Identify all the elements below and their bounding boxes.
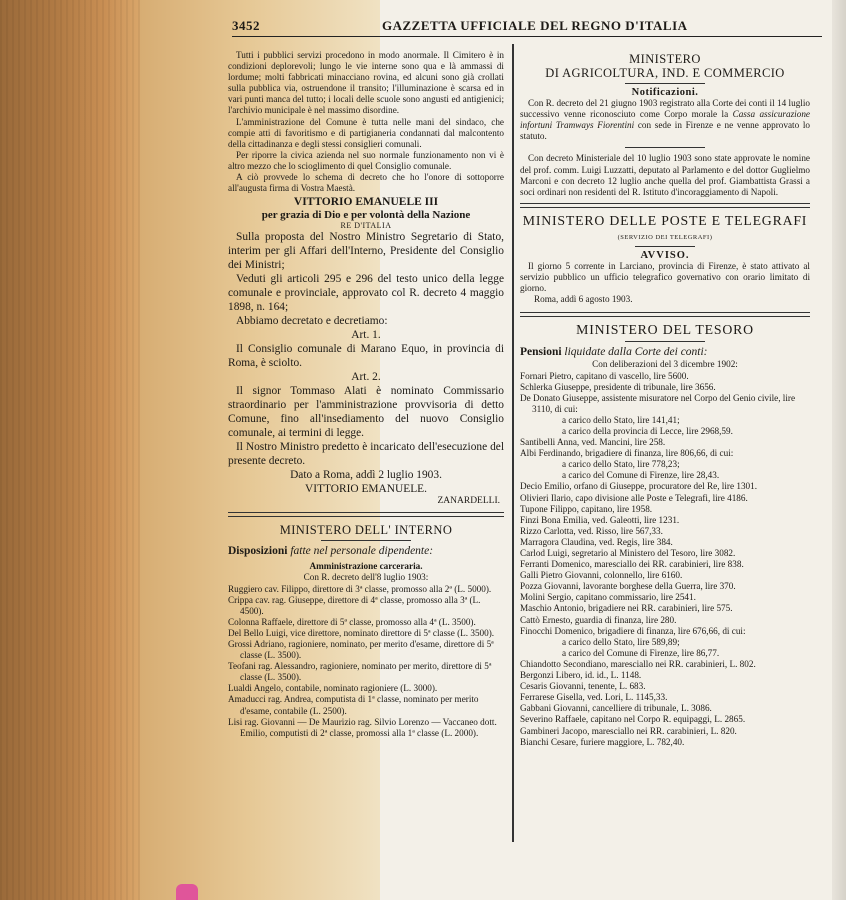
dispositions-subtitle: fatte nel personale dipendente: <box>290 545 434 558</box>
notification-text: Con R. decreto del 21 giugno 1903 registrato alla Corte dei conti il 14 luglio successivo venne riconosciuto come Corpo morale la <box>520 98 810 120</box>
article-1-text: Il Consiglio comunale di Marano Equo, in provincia di Roma, è sciolto. <box>228 343 504 370</box>
pension-item: Maschio Antonio, brigadiere nei RR. carabinieri, lire 575. <box>520 603 733 614</box>
ministry-poste-title: MINISTERO DELLE POSTE E TELEGRAFI <box>522 212 808 228</box>
report-paragraph: Tutti i pubblici servizi procedono in modo anormale. Il Cimitero è in condizioni deplorevoli; lungo le vie interne sono qua e là ammassi di lordume; molti fabbricati minacciano rovina, ed alcuni sono già crollati sulla pubblica via, ostruendone il transito; l'illuminazione è scarsa ed in vari punti manca del tutto; i locali delle scuole sono angusti ed antigienici; l'archivio municipale è nel massimo disordine. <box>228 50 504 116</box>
pension-item: Chiandotto Secondiano, maresciallo nei RR. carabinieri, L. 802. <box>520 658 756 669</box>
decree-reference: Con R. decreto dell'8 luglio 1903: <box>303 572 429 583</box>
pension-item: Gambineri Jacopo, maresciallo nei RR. carabinieri, L. 820. <box>520 725 737 736</box>
pension-item: Molini Sergio, capitano commissario, lire 2541. <box>520 592 696 603</box>
pension-subitem: a carico del Comune di Firenze, lire 28,43. <box>562 470 720 481</box>
pension-subitem: a carico della provincia di Lecce, lire 2968,59. <box>562 425 733 436</box>
pension-item: Santibelli Anna, ved. Mancini, lire 258. <box>520 437 666 448</box>
pension-subitem: a carico dello Stato, lire 141,41; <box>562 414 680 425</box>
list-item: Grossi Adriano, ragioniere, nominato, per merito d'esame, direttore di 5ª classe (L. 3500). <box>228 638 494 661</box>
divider <box>625 147 705 148</box>
ministry-interior-title: MINISTERO DELL' INTERNO <box>279 523 453 538</box>
decree-date: Dato a Roma, addì 2 luglio 1903. <box>290 469 442 482</box>
pension-item: Albi Ferdinando, brigadiere di finanza, lire 806,66, di cui: <box>520 448 734 459</box>
notification-paragraph: Con decreto Ministeriale del 10 luglio 1903 sono state approvate le nomine del prof. comm. Luigi Luzzatti, deputato al Parlamento e del dottor Guglielmo Marconi e con decreto 12 luglio anche quella del prof. Giambattista Grassi a soci ordinari non residenti del R. Istituto d'incoraggiamento di Napoli. <box>520 153 810 197</box>
king-name: VITTORIO EMANUELE III <box>293 196 439 209</box>
pension-subitem: a carico dello Stato, lire 778,23; <box>562 459 680 470</box>
section-admin-carceraria: Amministrazione carceraria. <box>309 561 423 572</box>
section-divider <box>520 312 810 317</box>
pension-item: Ferranti Domenico, maresciallo dei RR. carabinieri, lire 838. <box>520 559 744 570</box>
title-underline <box>321 540 411 541</box>
king-signature: VITTORIO EMANUELE. <box>305 483 427 496</box>
pensions-subtitle: liquidate dalla Corte dei conti: <box>564 346 708 359</box>
gazette-title: GAZZETTA UFFICIALE DEL REGNO D'ITALIA <box>382 18 688 33</box>
title-underline <box>635 246 695 247</box>
pension-item: Severino Raffaele, capitano nel Corpo R. equipaggi, L. 2865. <box>520 714 746 725</box>
pension-item: Ferrarese Gisella, ved. Lori, L. 1145,33. <box>520 692 668 703</box>
ministry-agri-title-1: MINISTERO <box>629 52 701 66</box>
pension-item: Marragora Claudina, ved. Regis, lire 384. <box>520 536 673 547</box>
pink-bookmark-tab <box>176 884 198 900</box>
list-item: Lisi rag. Giovanni — De Maurizio rag. Silvio Lorenzo — Vaccaneo dott. Emilio, computisti di 2ª classe, promossi alla 1ª classe (L. 2000). <box>228 716 497 738</box>
title-underline <box>625 83 705 84</box>
article-1-heading: Art. 1. <box>351 329 381 342</box>
pension-item: Decio Emilio, orfano di Giuseppe, procuratore del Re, lire 1301. <box>520 481 758 492</box>
notification-text: con sede in Firenze e ne venne approvato lo statuto. <box>520 120 810 142</box>
pension-item: Schlerka Giuseppe, presidente di tribunale, lire 3656. <box>520 381 716 392</box>
list-item: Del Bello Luigi, vice direttore, nominato direttore di 5ª classe (L. 3500). <box>228 627 495 638</box>
ministry-tesoro-title: MINISTERO DEL TESORO <box>576 322 754 338</box>
section-divider <box>520 203 810 208</box>
pension-item: Finocchi Domenico, brigadiere di finanza, lire 676,66, di cui: <box>520 625 746 636</box>
pensions-label: Pensioni <box>520 346 562 359</box>
decree-paragraph: Sulla proposta del Nostro Ministro Segretario di Stato, interim per gli Affari dell'Interno, Presidente del Consiglio dei Ministri; <box>228 231 504 272</box>
notification-paragraph <box>520 98 810 142</box>
pension-item: Fornari Pietro, capitano di vascello, lire 5600. <box>520 370 689 381</box>
article-2-text: Il signor Tommaso Alati è nominato Commissario straordinario per l'amministrazione provvisoria di detto Comune, fino all'insediamento del nuovo Consiglio comunale, ai termini di legge. <box>228 385 504 440</box>
pension-item: Carlod Luigi, segretario al Ministero del Tesoro, lire 3082. <box>520 548 736 558</box>
pension-subitem: a carico dello Stato, lire 589,89; <box>562 636 680 647</box>
article-2-heading: Art. 2. <box>351 371 381 384</box>
deliberation-reference: Con deliberazioni del 3 dicembre 1902: <box>592 359 738 370</box>
list-item: Colonna Raffaele, direttore di 5ª classe, promosso alla 4ª (L. 3500). <box>228 616 476 627</box>
pension-list <box>520 371 810 748</box>
pension-item: Olivieri Ilario, capo divisione alle Poste e Telegrafi, lire 4186. <box>520 492 748 503</box>
pension-item: De Donato Giuseppe, assistente misuratore nel Corpo del Genio civile, lire 3110, di cui: <box>520 392 796 414</box>
notification-italic: Cassa assicurazione infortuni Tramways Fiorentini <box>520 109 810 131</box>
list-item: Amaducci rag. Andrea, computista di 1ª classe, nominato per merito d'esame, contabile (L. 2500). <box>228 694 479 716</box>
page-number: 3452 <box>232 18 260 33</box>
report-paragraph: Per riporre la civica azienda nel suo normale funzionamento non vi è altro mezzo che lo scioglimento di quel Consiglio comunale. <box>228 149 504 171</box>
right-column <box>520 52 810 748</box>
pension-item: Tupone Filippo, capitano, lire 1958. <box>520 503 653 514</box>
countersignature: ZANARDELLI. <box>437 496 500 507</box>
poste-subtitle: (SERVIZIO DEI TELEGRAFI) <box>617 233 713 241</box>
list-item: Ruggiero cav. Filippo, direttore di 3ª classe, promosso alla 2ª (L. 5000). <box>228 583 492 594</box>
pension-item: Gabbani Giovanni, cancelliere di tribunale, L. 3086. <box>520 703 712 714</box>
column-divider <box>512 44 514 842</box>
report-paragraph: L'amministrazione del Comune è tutta nelle mani del sindaco, che compie atti di favoritismo e di partigianeria condannati dal malcontento della cittadinanza e degli stessi consiglieri comunali. <box>228 116 504 149</box>
notifications-heading: Notificazioni. <box>631 87 699 98</box>
pension-item: Bianchi Cesare, furiere maggiore, L. 782,40. <box>520 736 685 747</box>
pension-item: Pozza Giovanni, lavorante borghese della Guerra, lire 370. <box>520 581 736 592</box>
pension-item: Cattò Ernesto, guardia di finanza, lire 280. <box>520 614 677 625</box>
pension-subitem: a carico del Comune di Firenze, lire 86,77. <box>562 647 720 658</box>
notice-paragraph: Il giorno 5 corrente in Larciano, provincia di Firenze, è stato attivato al servizio pubblico un ufficio telegrafico governativo con orario limitato di giorno. <box>520 261 810 294</box>
report-paragraph: A ciò provvede lo schema di decreto che ho l'onore di sottoporre all'augusta firma di Vostra Maestà. <box>228 172 504 194</box>
king-re: RE D'ITALIA <box>340 221 392 231</box>
king-grace: per grazia di Dio e per volontà della Nazione <box>261 209 471 222</box>
list-item: Crippa cav. rag. Giuseppe, direttore di 4ª classe, promosso alla 3ª (L. 4500). <box>228 594 481 616</box>
page-edge <box>832 0 846 900</box>
list-item: Lualdi Angelo, contabile, nominato ragioniere (L. 3000). <box>228 683 438 694</box>
pension-item: Cesaris Giovanni, tenente, L. 683. <box>520 681 646 692</box>
pension-item: Galli Pietro Giovanni, colonnello, lire 6160. <box>520 570 683 581</box>
decree-paragraph: Abbiamo decretato e decretiamo: <box>236 315 388 328</box>
pension-item: Bergonzi Libero, id. id., L. 1148. <box>520 670 642 681</box>
pension-item: Finzi Bona Emilia, ved. Galeotti, lire 1231. <box>520 514 680 525</box>
title-underline <box>625 341 705 342</box>
section-divider <box>228 512 504 517</box>
pension-item: Rizzo Carlotta, ved. Risso, lire 567,33. <box>520 525 663 536</box>
execution-clause: Il Nostro Ministro predetto è incaricato dell'esecuzione del presente decreto. <box>228 441 504 468</box>
list-item: Teofani rag. Alessandro, ragioniere, nominato per merito, direttore di 5ª classe (L. 3500). <box>228 661 492 683</box>
dispositions-label: Disposizioni <box>228 545 288 558</box>
decree-paragraph: Veduti gli articoli 295 e 296 del testo unico della legge comunale e provinciale, approvato col R. decreto 4 maggio 1898, n. 164; <box>228 273 504 314</box>
ministry-agri-title-2: DI AGRICOLTURA, IND. E COMMERCIO <box>545 66 785 80</box>
gazette-header <box>232 16 822 37</box>
notice-date: Roma, addì 6 agosto 1903. <box>534 294 633 305</box>
book-spine <box>0 0 140 900</box>
notice-heading: AVVISO. <box>640 249 690 261</box>
left-column <box>228 50 504 739</box>
